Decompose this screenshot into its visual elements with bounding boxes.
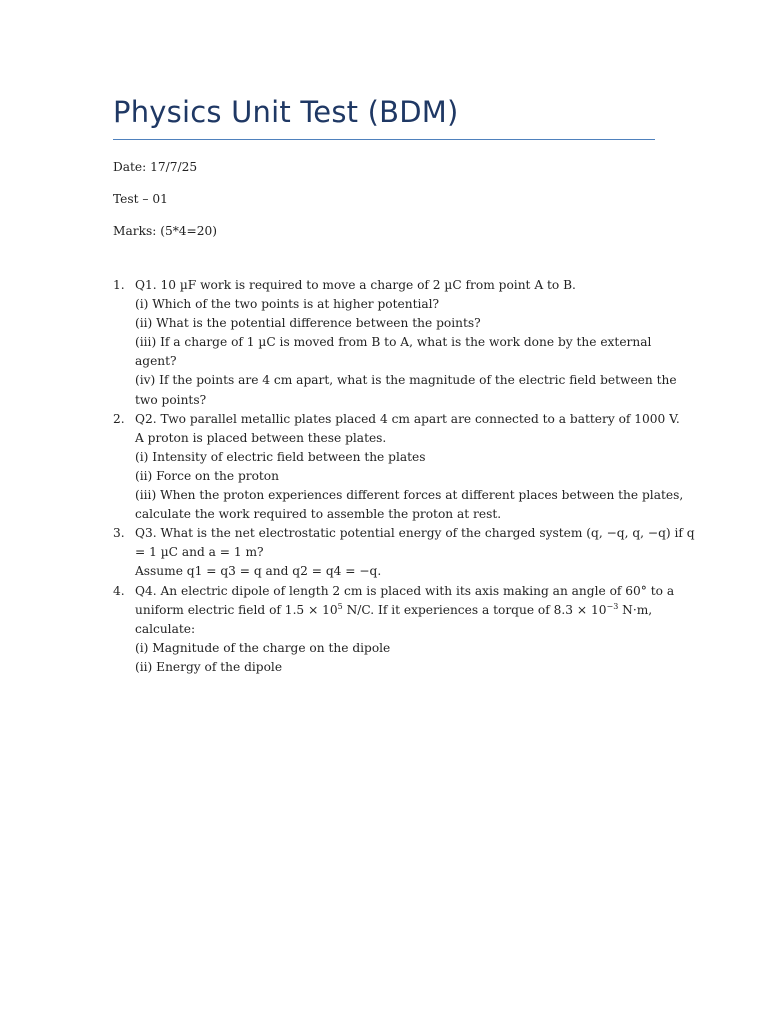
question-number: 4.: [113, 583, 125, 598]
question-text-continued: calculate:: [135, 621, 196, 636]
question-number: 1.: [113, 278, 125, 292]
marks-line: Marks: (5*4=20): [113, 224, 218, 238]
torque-exponent: −3: [606, 601, 619, 611]
question-list: [113, 276, 695, 677]
torque-text: N/C. If it experiences a torque of 8.3 × 10: [342, 602, 607, 617]
question-subpart-continued: agent?: [135, 354, 177, 369]
title-underline: [113, 139, 655, 140]
question-subpart: (iii) If a charge of 1 µC is moved from B to A, what is the work done by the external: [135, 335, 652, 350]
question-subpart: (i) Intensity of electric field between the plates: [135, 449, 426, 464]
question-subpart: (i) Which of the two points is at higher potential?: [135, 297, 440, 312]
question-text-continued: A proton is placed between these plates.: [135, 430, 387, 445]
field-exponent: 5: [337, 601, 343, 611]
question-subpart: (ii) What is the potential difference between the points?: [135, 316, 481, 331]
question-assumption: Assume q1 = q3 = q and q2 = q4 = −q.: [135, 564, 382, 579]
question-text-continued: [135, 601, 661, 620]
question-subpart: (ii) Force on the proton: [135, 468, 279, 483]
question-item-2: [113, 410, 684, 525]
torque-unit: N·m,: [618, 602, 653, 617]
document-title: Physics Unit Test (BDM): [113, 95, 459, 129]
question-text-continued: = 1 µC and a = 1 m?: [135, 545, 264, 560]
question-subpart: (iii) When the proton experiences different forces at different places between the plates,: [135, 488, 684, 503]
question-item-1: [113, 276, 677, 410]
field-text: uniform electric field of 1.5 × 10: [135, 602, 338, 617]
question-subpart: (iv) If the points are 4 cm apart, what is the magnitude of the electric field between the: [135, 373, 677, 388]
question-item-3: [113, 524, 695, 581]
question-text: Q2. Two parallel metallic plates placed 4 cm apart are connected to a battery of 1000 V.: [135, 411, 680, 426]
question-subpart: (i) Magnitude of the charge on the dipole: [135, 640, 391, 655]
question-item-4: [113, 582, 675, 677]
question-subpart-continued: two points?: [135, 392, 207, 407]
question-subpart-continued: calculate the work required to assemble the proton at rest.: [135, 507, 502, 522]
question-text: Q3. What is the net electrostatic potential energy of the charged system (q, −q, q, −q) if q: [135, 526, 695, 541]
test-number-line: Test – 01: [113, 192, 168, 206]
question-number: 3.: [113, 526, 125, 541]
question-number: 2.: [113, 411, 125, 426]
date-line: Date: 17/7/25: [113, 160, 198, 174]
question-subpart: (ii) Energy of the dipole: [135, 659, 283, 674]
question-text: Q1. 10 µF work is required to move a charge of 2 µC from point A to B.: [135, 278, 576, 292]
question-text: Q4. An electric dipole of length 2 cm is placed with its axis making an angle of 60° to a: [135, 583, 675, 598]
